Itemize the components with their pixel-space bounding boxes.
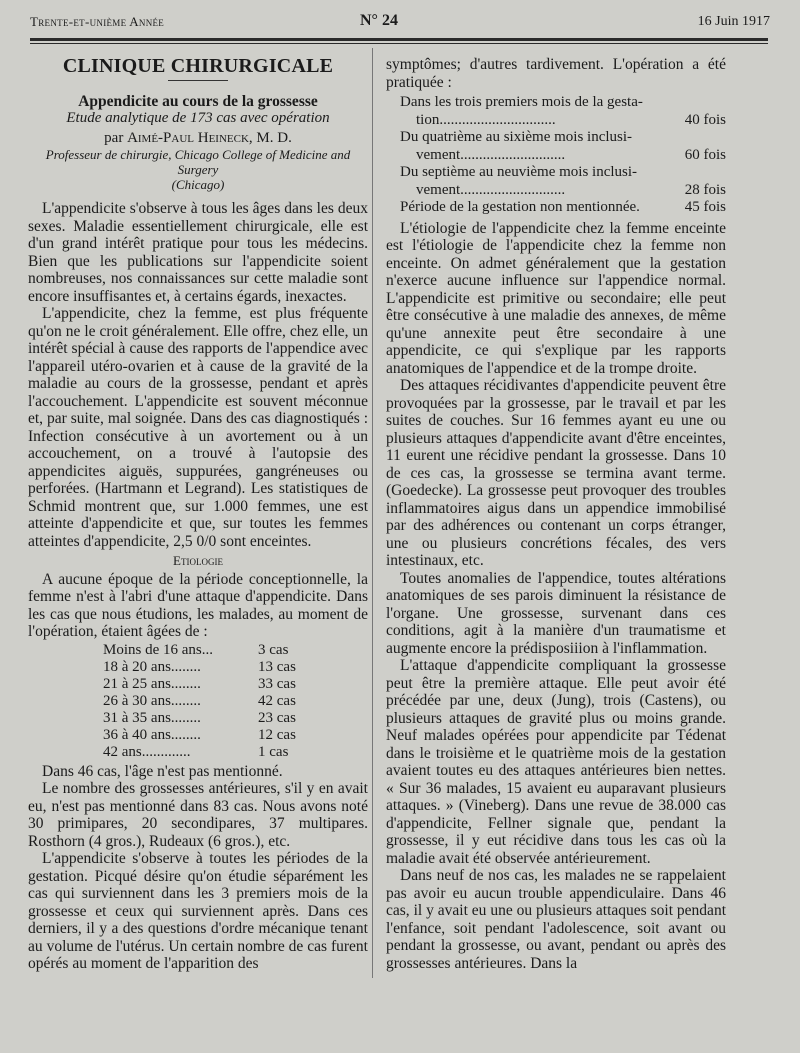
paragraph: Dans neuf de nos cas, les malades ne se rappelaient pas avoir eu aucun trouble appendiculaire. Dans 46 cas, il y avait eu une ou plusieurs attaques soit pendant l'enfance, soit pendant l'adolescence, soit avant ou pendant la grossesse, ou avant, pendant ou après des grossesses antérieures. Dans la — [386, 867, 726, 972]
paragraph: A aucune époque de la période conceptionnelle, la femme n'est à l'abri d'une attaque d'appendicite. Dans les cas que nous étudions, les malades, au moment de l'opération, étaient âgées de : — [28, 570, 368, 640]
affiliation-city: (Chicago) — [171, 177, 225, 192]
period-entry — [386, 129, 726, 164]
age-row — [103, 642, 368, 659]
period-count: 60 fois — [684, 146, 726, 163]
age-count: 42 cas — [258, 692, 296, 709]
age-count: 23 cas — [258, 709, 296, 726]
age-row — [103, 727, 368, 744]
age-range: 36 à 40 ans........ — [103, 726, 201, 743]
age-count: 3 cas — [258, 641, 289, 658]
period-entry — [386, 199, 726, 217]
age-range: 21 à 25 ans........ — [103, 675, 201, 692]
period-entry — [386, 164, 726, 199]
right-column — [386, 56, 726, 972]
age-range: 42 ans............. — [103, 743, 191, 760]
age-row — [103, 710, 368, 727]
paragraph: L'appendicite s'observe à tous les âges dans les deux sexes. Maladie essentiellement chirurgicale, elle est d'un grand intérêt pratique pour tous les médecins. Bien que les publications sur l'appendicite soient nombreuses, nos connaissances sur cette maladie sont encore insuffisantes et, à certains égards, inexactes. — [28, 200, 368, 305]
header-date: 16 Juin 1917 — [697, 14, 770, 29]
age-count: 1 cas — [258, 743, 289, 760]
period-row — [386, 94, 726, 112]
age-row — [103, 659, 368, 676]
header-rule — [30, 38, 768, 41]
header-volume: Trente-et-unième Année — [30, 14, 165, 29]
period-row — [386, 129, 726, 147]
paragraph: Des attaques récidivantes d'appendicite peuvent être provoquées par la grossesse, par le travail et par les suites de couches. Sur 16 femmes ayant eu une ou plusieurs attaques d'appendicite avant d'être enceintes, 11 eurent une récidive pendant la grossesse. Dans 10 de ces cas, la grossesse se termina avant terme. (Goedecke). La grossesse peut provoquer des troubles inflammatoires aigus dans un appendice immobilisé par des adhérences ou contenant un corps étranger, une ou plusieurs concrétions fécales, des vers intestinaux, etc. — [386, 377, 726, 569]
paragraph: L'appendicite s'observe à toutes les périodes de la gestation. Picqué désire qu'on étudie séparément les cas qui surviennent dans les 3 premiers mois de la grossesse et ceux qui surviennent après. Dans ces derniers, il y a des questions d'ordre mécanique tenant au volume de l'utérus. Un certain nombre de cas furent opérés au moment de l'apparition des — [28, 850, 368, 972]
paragraph-continuation: symptômes; d'autres tardivement. L'opération a été pratiquée : — [386, 56, 726, 91]
period-row — [386, 112, 726, 130]
period-row — [386, 164, 726, 182]
age-row — [103, 676, 368, 693]
age-count: 13 cas — [258, 658, 296, 675]
column-divider — [372, 48, 373, 978]
period-label-cont: tion............................... — [416, 111, 556, 128]
period-entry — [386, 94, 726, 129]
period-row — [386, 147, 726, 165]
age-range: 31 à 35 ans........ — [103, 709, 201, 726]
period-count: 45 fois — [684, 199, 726, 215]
paragraph: Toutes anomalies de l'appendice, toutes altérations anatomiques de ses parois diminuent la résistance de l'organe. Une grossesse, survenant dans ces conditions, agit à la manière d'un traumatisme et augmente encore la prédisposiiion à l'inflammation. — [386, 569, 726, 657]
paragraph: L'étiologie de l'appendicite chez la femme enceinte est l'étiologie de l'appendicite chez la femme non enceinte. On admet généralement que la gestation n'exerce aucune influence sur l'appendice normal. L'appendicite est primitive ou secondaire; elle peut être consécutive à une maladie des annexes, de même qu'une annexite peut être secondaire à une appendicite, ce qui s'explique par les rapports anatomiques de l'appendice et de la trompe droite. — [386, 219, 726, 377]
age-range: 26 à 30 ans........ — [103, 692, 201, 709]
age-count: 12 cas — [258, 726, 296, 743]
affiliation-line: Professeur de chirurgie, Chicago College of Medicine and Surgery — [45, 147, 351, 177]
paragraph: L'attaque d'appendicite compliquant la grossesse peut être la première attaque. Elle peut avoir été précédée par une, deux (Jung), trois (Castens), ou plusieurs attaques de gravité plus ou moins grande. Neuf malades opérées pour appendicite par Tédenat dans le troisième et le quatrième mois de la gestation avaient toutes eu des attaques antérieures bien nettes. « Sur 36 malades, 15 avaient eu auparavant plusieurs attaques. » (Vineberg). Dans une revue de 38.000 cas d'appendicite, Fellner signale que, pendant la grossesse, il y eut récidive dans tous les cas où la maladie avait été observée antérieurement. — [386, 657, 726, 867]
header-issue-number: N° 24 — [360, 12, 398, 29]
article-subtitle: Etude analytique de 173 cas avec opération — [66, 110, 330, 126]
paragraph: L'appendicite, chez la femme, est plus fréquente qu'on ne le croit généralement. Elle offre, chez elle, un intérêt spécial à cause des rapports de l'appendice avec l'appareil utéro-ovarien et à cause de la gravité de la maladie au cours de la grossesse, pendant et après l'accouchement. L'appendicite est souvent méconnue et, par suite, mal soignée. Dans des cas diagnostiqués : Infection consécutive à un avortement ou à un accouchement, on a trouvé à l'autopsie des appendicites aiguës, suppurées, gangréneuses ou perforées. (Hartmann et Legrand). Les statistiques de Schmid montrent que, sur 1.000 femmes, une est atteinte d'appendicite et que, sur toutes les femmes atteintes d'appendicite, 2,5 0/0 sont enceintes. — [28, 305, 368, 550]
period-label: Du septième au neuvième mois inclusi- — [400, 164, 638, 180]
period-label: Période de la gestation non mentionnée. — [400, 199, 640, 215]
age-range: 18 à 20 ans........ — [103, 658, 201, 675]
period-row — [386, 199, 726, 217]
age-row — [103, 693, 368, 710]
period-label-cont: vement............................ — [416, 146, 566, 163]
period-label: Dans les trois premiers mois de la gesta- — [400, 94, 643, 110]
age-count: 33 cas — [258, 675, 296, 692]
age-table — [103, 642, 368, 761]
period-label-cont: vement............................ — [416, 181, 566, 198]
title-rule — [168, 80, 228, 81]
paragraph: Dans 46 cas, l'âge n'est pas mentionné. — [42, 762, 283, 780]
period-label: Du quatrième au sixième mois inclusi- — [400, 129, 633, 145]
article-title: Appendicite au cours de la grossesse — [78, 92, 318, 110]
period-count: 40 fois — [684, 111, 726, 128]
section-title: CLINIQUE CHIRURGICALE — [62, 55, 334, 77]
period-count: 28 fois — [684, 181, 726, 198]
author-name: Aimé-Paul Heineck — [127, 129, 249, 146]
period-row — [386, 182, 726, 200]
paragraph: Le nombre des grossesses antérieures, s'il y en avait eu, n'est pas mentionné dans 83 cas. Nous avons noté 30 primipares, 20 secondipares, 37 multipares. Rosthorn (4 gros.), Rudeaux (6 gros.), etc. — [28, 780, 368, 850]
etiologie-heading: Etiologie — [173, 553, 223, 568]
age-range: Moins de 16 ans... — [103, 641, 213, 658]
author-prefix: par — [104, 129, 128, 146]
gestation-period-table — [386, 94, 726, 217]
author-suffix: , M. D. — [248, 129, 292, 146]
left-column — [28, 56, 368, 973]
author-line — [28, 130, 368, 148]
running-header — [30, 12, 770, 32]
age-row — [103, 744, 368, 761]
author-affiliation — [28, 147, 368, 192]
